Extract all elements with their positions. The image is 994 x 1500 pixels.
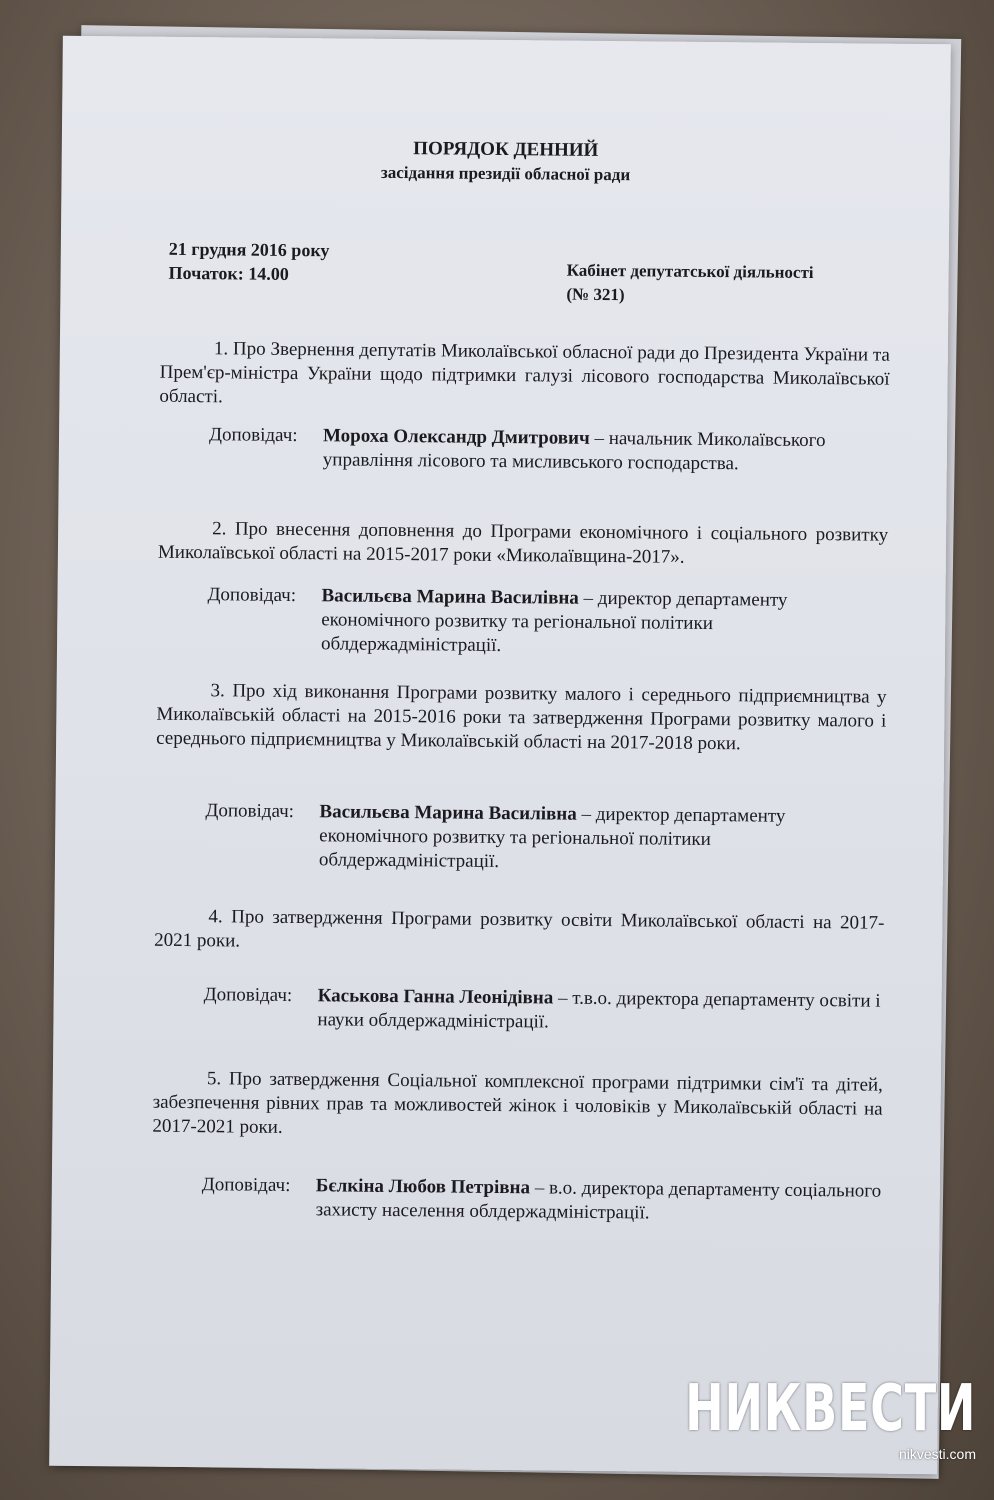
meeting-time-block (168, 237, 329, 287)
watermark-brand: НИКВЕСТИ (685, 1372, 976, 1446)
reporter-role: – директор департаменту економічного розвитку та регіональної політики облдержадміністрації. (320, 587, 788, 657)
agenda-item-2-reporter (207, 583, 898, 662)
document-content (49, 36, 951, 1474)
agenda-item-number: 3. (210, 680, 225, 702)
agenda-item-4 (154, 905, 884, 960)
agenda-item-number: 5. (206, 1068, 222, 1090)
reporter-role: – начальник Миколаївського управління лісового та мисливського господарства. (322, 427, 826, 475)
agenda-item-1-reporter (209, 423, 899, 478)
agenda-item-text: Про внесення доповнення до Програми економічного і соціального розвитку Миколаївської області на 2015-2017 роки «Миколаївщина-2017». (157, 518, 889, 568)
agenda-item-text: Про хід виконання Програми розвитку малого і середнього підприємництва у Миколаївській області на 2015-2016 роки та затвердження Програми розвитку малого і середнього підприємництва у Миколаївській області на 2017-2018 роки. (156, 680, 887, 755)
agenda-item-text: Про затвердження Програми розвитку освіти Миколаївської області на 2017-2021 роки. (154, 906, 885, 952)
agenda-item-number: 4. (208, 906, 223, 928)
reporter-name: Бєлкіна Любов Петрівна (315, 1175, 531, 1199)
reporter-name: Каськова Ганна Леонідівна (317, 985, 554, 1009)
agenda-item-text: Про затвердження Соціальної комплексної програми підтримки сім'ї та дітей, забезпечення рівних прав та можливостей жінок і чоловіків у Миколаївській області на 2017-2021 роки. (152, 1068, 883, 1138)
document-subtitle: засідання президії обласної ради (380, 162, 631, 185)
reporter-label: Доповідач: (201, 1174, 291, 1197)
meeting-date: 21 грудня 2016 року (168, 238, 330, 261)
agenda-item-4-reporter (203, 983, 893, 1038)
reporter-label: Доповідач: (203, 984, 293, 1007)
agenda-item-number: 1. (213, 338, 229, 360)
agenda-item-1 (159, 337, 890, 416)
reporter-name: Васильєва Марина Василівна (321, 585, 579, 609)
agenda-item-3 (156, 679, 887, 758)
watermark-site: nikvesti.com (898, 1446, 976, 1462)
reporter-label: Доповідач: (205, 800, 295, 823)
reporter-role: – в.о. директора департаменту соціального захисту населення облдержадміністрації. (315, 1177, 882, 1224)
reporter-role: – директор департаменту економічного розвитку та регіональної політики облдержадміністрації. (318, 803, 786, 872)
reporter-label: Доповідач: (207, 584, 297, 607)
document-header (61, 134, 949, 191)
nikvesti-watermark (572, 1372, 976, 1462)
reporter-name: Васильєва Марина Василівна (319, 801, 577, 825)
document-sheet (49, 36, 951, 1474)
reporter-label: Доповідач: (208, 424, 298, 447)
meeting-location-block (566, 259, 813, 309)
meeting-room-number: (№ 321) (566, 284, 625, 305)
agenda-item-5 (152, 1067, 883, 1146)
meeting-start-time: Початок: 14.00 (168, 262, 289, 284)
meeting-location: Кабінет депутатської діяльності (566, 260, 814, 282)
reporter-role: – т.в.о. директора департаменту освіти і науки облдержадміністрації. (317, 987, 881, 1033)
document-title: ПОРЯДОК ДЕННИЙ (413, 138, 599, 161)
agenda-item-2 (158, 517, 888, 572)
agenda-item-3-reporter (205, 799, 896, 878)
agenda-item-text: Про Звернення депутатів Миколаївської обласної ради до Президента України та Прем'єр-міністра України щодо підтримки галузі лісового господарства Миколаївської області. (159, 338, 890, 408)
reporter-name: Мороха Олександр Дмитрович (322, 425, 590, 449)
agenda-item-5-reporter (202, 1173, 892, 1228)
agenda-item-number: 2. (212, 518, 227, 540)
